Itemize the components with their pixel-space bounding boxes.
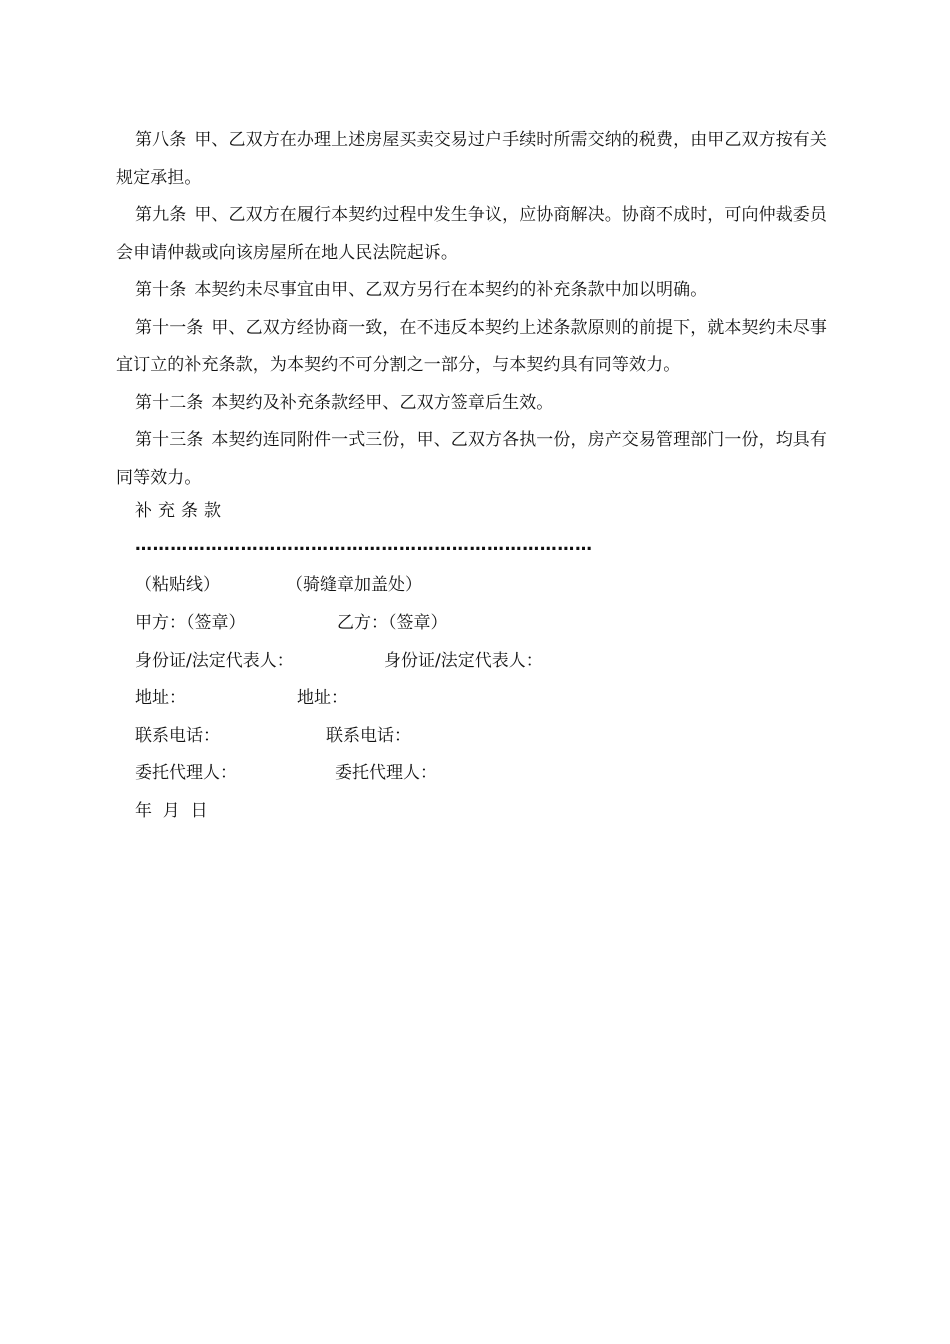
party-b-id: 身份证/法定代表人： <box>384 651 543 671</box>
party-b-address: 地址： <box>297 688 348 708</box>
party-a-address: 地址： <box>135 688 186 708</box>
supplement-title: 补充条款 <box>135 501 227 521</box>
clause-number: 第十三条 <box>135 430 204 450</box>
clause-text: 本契约及补充条款经甲、乙双方签章后生效。 <box>211 392 554 413</box>
clause-10 <box>116 272 840 310</box>
clause-number: 第十条 <box>135 280 187 300</box>
party-b-agent: 委托代理人： <box>335 763 437 783</box>
clause-13 <box>116 422 840 497</box>
clause-8 <box>116 122 840 197</box>
clause-text: 甲、乙双方经协商一致，在不违反本契约上述条款原则的前提下，就本契约未尽事宜订立的补充条款，为本契约不可分割之一部分，与本契约具有同等效力。 <box>116 317 828 375</box>
date-line: 年 月 日 <box>135 801 208 821</box>
clause-text: 甲、乙双方在办理上述房屋买卖交易过户手续时所需交纳的税费，由甲乙双方按有关规定承担。 <box>116 130 828 188</box>
clause-number: 第十一条 <box>135 317 204 338</box>
dotted-separator: …………………………………………………………………… <box>135 535 593 555</box>
party-b-phone: 联系电话： <box>326 726 411 746</box>
clause-11 <box>116 310 840 385</box>
clause-number: 第八条 <box>135 130 187 150</box>
party-a-signature: 甲方：（签章） <box>135 613 246 633</box>
seal-place-label: （骑缝章加盖处） <box>286 575 422 595</box>
party-a-agent: 委托代理人： <box>135 763 237 783</box>
clause-9 <box>116 197 840 272</box>
contract-clauses <box>116 122 840 497</box>
clause-12 <box>116 385 840 423</box>
clause-number: 第十二条 <box>135 392 204 413</box>
clause-text: 本契约未尽事宜由甲、乙双方另行在本契约的补充条款中加以明确。 <box>194 280 708 300</box>
clause-number: 第九条 <box>135 205 187 225</box>
party-a-phone: 联系电话： <box>135 726 220 746</box>
party-a-id: 身份证/法定代表人： <box>135 651 294 671</box>
paste-line-label: （粘贴线） <box>135 575 220 595</box>
party-b-signature: 乙方：（签章） <box>337 613 448 633</box>
clause-text: 甲、乙双方在履行本契约过程中发生争议，应协商解决。协商不成时，可向仲裁委员会申请仲裁或向该房屋所在地人民法院起诉。 <box>116 205 828 263</box>
clause-text: 本契约连同附件一式三份，甲、乙双方各执一份，房产交易管理部门一份，均具有同等效力。 <box>116 430 828 488</box>
